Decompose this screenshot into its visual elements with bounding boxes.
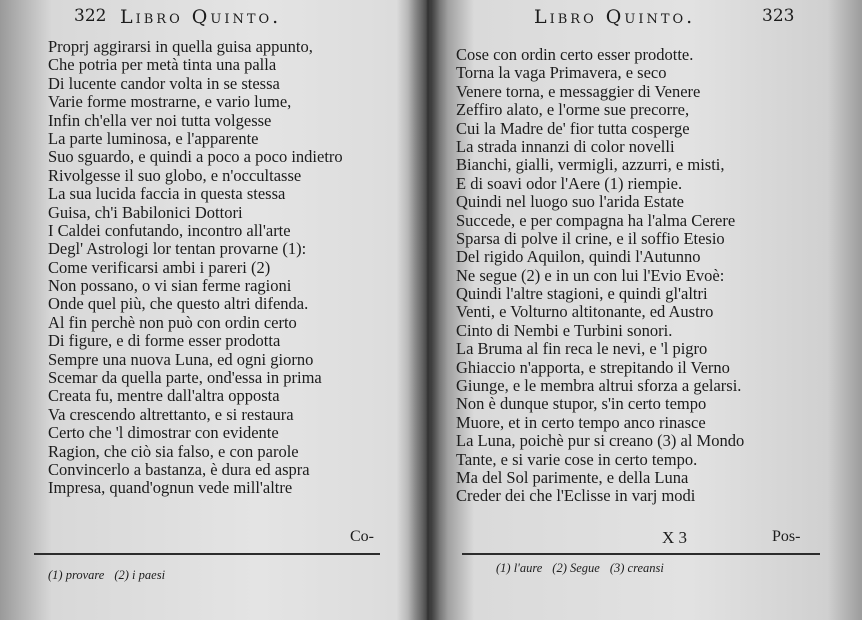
verse-line: I Caldei confutando, incontro all'arte — [48, 220, 291, 240]
verse-line: Succede, e per compagna ha l'alma Cerere — [456, 210, 736, 230]
verse-line: Suo sguardo, e quindi a poco a poco indietro — [48, 147, 343, 167]
verse-line: Creata fu, mentre dall'altra opposta — [48, 386, 280, 406]
footnote: (2) Segue — [552, 561, 600, 575]
verse-line: Certo che 'l dimostrar con evidente — [48, 423, 279, 443]
verse-line: Tante, e si varie cose in certo tempo. — [456, 449, 698, 469]
verse-line: Impresa, quand'ognun vede mill'altre — [48, 478, 293, 498]
verse-line: Bianchi, gialli, vermigli, azzurri, e misti, — [456, 155, 725, 175]
verse-line: Ne segue (2) e in un con lui l'Evio Evoè: — [456, 265, 725, 285]
footnote-rule — [462, 553, 820, 555]
verse-line: Guisa, ch'i Babilonici Dottori — [48, 202, 243, 222]
verse-line: Sparsa di polve il crine, e il soffio Etesio — [456, 228, 725, 248]
right-page — [432, 0, 862, 620]
verse-line: Va crescendo altrettanto, e si restaura — [48, 404, 294, 424]
verse-line: Di figure, e di forme esser prodotta — [48, 331, 281, 351]
footnote: (3) creansi — [609, 561, 664, 575]
verse-line: Muore, et in certo tempo anco rinasce — [456, 412, 706, 432]
book-gutter — [408, 0, 448, 620]
verse-line: Convincerlo a bastanza, è dura ed aspra — [48, 459, 310, 479]
footnote: (1) l'aure — [496, 561, 543, 575]
left-page — [0, 0, 420, 620]
verse-line: Creder dei che l'Eclisse in varj modi — [456, 486, 696, 506]
catchword: Co- — [350, 528, 374, 545]
verse-line: Infin ch'ella ver noi tutta volgesse — [48, 110, 272, 130]
verse-line: Ragion, che ciò sia falso, e con parole — [48, 441, 299, 461]
verse-line: Onde quel più, che questo altri difenda. — [48, 294, 309, 314]
verse-line: Cose con ordin certo esser prodotte. — [456, 45, 694, 64]
verse-line: La Bruma al fin reca le nevi, e 'l pigro — [456, 339, 708, 359]
footnotes — [496, 561, 674, 576]
verse-line: Venti, e Volturno altitonante, ed Austro — [456, 302, 714, 322]
verse-line: La strada innanzi di color novelli — [456, 136, 675, 156]
signature-mark: X 3 — [662, 528, 688, 547]
footnote-rule — [34, 553, 380, 555]
running-head: Libro Quinto. — [120, 6, 282, 28]
verse-line: Sempre una nuova Luna, ed ogni giorno — [48, 349, 314, 369]
verse-line: Varie forme mostrarne, e vario lume, — [48, 92, 292, 112]
verse-line: Ma del Sol parimente, e della Luna — [456, 467, 689, 487]
verse-line: Del rigido Aquilon, quindi l'Autunno — [456, 247, 701, 267]
verse-line: Degl' Astrologi lor tentan provarne (1): — [48, 239, 307, 259]
verse-line: Giunge, e le membra altrui sforza a gelarsi. — [456, 376, 742, 396]
verse-line: Scemar da quella parte, ond'essa in prima — [48, 368, 322, 388]
page-number: 322 — [74, 6, 107, 26]
verse-line: Rivolgesse il suo globo, e n'occultasse — [48, 165, 302, 185]
verse-line: La parte luminosa, e l'apparente — [48, 128, 259, 148]
verse-block — [48, 38, 343, 498]
verse-line: Che potria per metà tinta una palla — [48, 55, 277, 75]
verse-line: La sua lucida faccia in questa stessa — [48, 184, 286, 204]
verse-block — [456, 46, 744, 506]
verse-line: Proprj aggirarsi in quella guisa appunto, — [48, 37, 313, 56]
verse-line: Quindi nel luogo suo l'arida Estate — [456, 192, 684, 212]
verse-line: Zeffiro alato, e l'orme sue precorre, — [456, 100, 690, 120]
verse-line: E di soavi odor l'Aere (1) riempie. — [456, 173, 683, 193]
page-number: 323 — [762, 6, 795, 26]
verse-line: Non possano, o vi sian ferme ragioni — [48, 276, 292, 296]
verse-line: Ghiaccio n'apporta, e strepitando il Verno — [456, 357, 730, 377]
catchword: Pos- — [772, 528, 801, 545]
verse-line: Al fin perchè non può con ordin certo — [48, 312, 297, 332]
footnotes — [48, 568, 175, 583]
verse-line: Cui la Madre de' fior tutta cosperge — [456, 118, 690, 138]
verse-line: La Luna, poichè pur si creano (3) al Mondo — [456, 431, 745, 451]
footnote: (1) provare — [48, 568, 105, 582]
verse-line: Cinto di Nembi e Turbini sonori. — [456, 320, 673, 340]
verse-line: Non è dunque stupor, s'in certo tempo — [456, 394, 707, 414]
verse-line: Torna la vaga Primavera, e seco — [456, 63, 667, 83]
verse-line: Venere torna, e messaggier di Venere — [456, 81, 701, 101]
verse-line: Quindi l'altre stagioni, e quindi gl'altri — [456, 284, 708, 304]
verse-line: Di lucente candor volta in se stessa — [48, 73, 280, 93]
footnote: (2) i paesi — [114, 568, 166, 582]
running-head: Libro Quinto. — [534, 6, 696, 28]
verse-line: Come verificarsi ambi i pareri (2) — [48, 257, 271, 277]
